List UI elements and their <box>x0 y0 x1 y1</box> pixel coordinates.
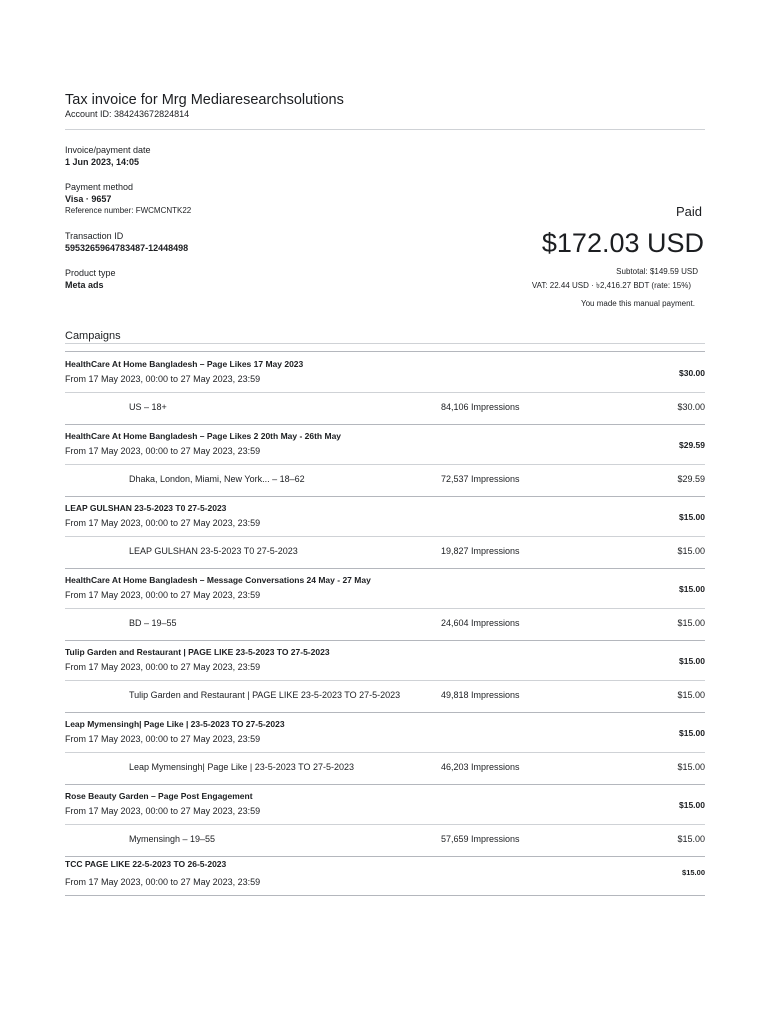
campaign-name: TCC PAGE LIKE 22-5-2023 TO 26-5-2023 <box>65 859 227 869</box>
campaign-dates: From 17 May 2023, 00:00 to 27 May 2023, 23:59 <box>65 446 261 456</box>
campaigns-divider <box>65 343 705 344</box>
campaign-dates: From 17 May 2023, 00:00 to 27 May 2023, 23:59 <box>65 590 261 600</box>
campaign-divider <box>65 856 705 857</box>
campaign-amount: $15.00 <box>677 618 705 628</box>
payment-status: Paid <box>675 204 702 219</box>
campaign-name: Leap Mymensingh| Page Like | 23-5-2023 TO 27-5-2023 <box>65 719 285 729</box>
product-type-label: Product type <box>65 268 116 278</box>
campaign-divider <box>65 784 705 785</box>
invoice-title: Tax invoice for Mrg Mediaresearchsolutions <box>65 92 344 108</box>
campaign-divider <box>65 712 705 713</box>
manual-payment-note: You made this manual payment. <box>581 299 695 308</box>
campaign-divider <box>65 568 705 569</box>
campaign-amount: $30.00 <box>677 402 705 412</box>
campaign-amount: $15.00 <box>677 546 705 556</box>
campaign-name: Tulip Garden and Restaurant | PAGE LIKE 23-5-2023 TO 27-5-2023 <box>65 647 330 657</box>
invoice-date-label: Invoice/payment date <box>65 145 151 155</box>
detail-divider <box>65 392 705 393</box>
campaign-dates: From 17 May 2023, 00:00 to 27 May 2023, 23:59 <box>65 374 261 384</box>
campaign-target: Leap Mymensingh| Page Like | 23-5-2023 TO 27-5-2023 <box>129 762 354 772</box>
total-amount: $172.03 USD <box>541 228 704 258</box>
campaign-dates: From 17 May 2023, 00:00 to 27 May 2023, 23:59 <box>65 734 261 744</box>
campaign-target: Dhaka, London, Miami, New York... – 18–62 <box>129 474 305 484</box>
campaign-total: $15.00 <box>679 728 705 738</box>
campaign-total: $29.59 <box>679 440 705 450</box>
campaign-target: Mymensingh – 19–55 <box>129 834 216 844</box>
transaction-label: Transaction ID <box>65 231 124 241</box>
campaign-dates: From 17 May 2023, 00:00 to 27 May 2023, 23:59 <box>65 662 261 672</box>
campaign-dates: From 17 May 2023, 00:00 to 27 May 2023, 23:59 <box>65 806 261 816</box>
header-divider <box>65 129 705 130</box>
campaign-name: LEAP GULSHAN 23-5-2023 T0 27-5-2023 <box>65 503 227 513</box>
account-id: Account ID: 384243672824814 <box>65 109 190 119</box>
transaction-id: 5953265964783487-12448498 <box>65 243 189 253</box>
detail-divider <box>65 752 705 753</box>
detail-divider <box>65 608 705 609</box>
detail-divider <box>65 536 705 537</box>
campaign-name: HealthCare At Home Bangladesh – Page Likes 2 20th May - 26th May <box>65 431 342 441</box>
campaign-total: $15.00 <box>679 512 705 522</box>
campaign-total: $15.00 <box>682 868 705 877</box>
campaign-impressions: 24,604 Impressions <box>441 618 520 628</box>
campaign-target: BD – 19–55 <box>129 618 177 628</box>
campaign-amount: $15.00 <box>677 762 705 772</box>
campaign-total: $15.00 <box>679 656 705 666</box>
campaign-divider <box>65 640 705 641</box>
vat-line: VAT: 22.44 USD · ৳2,416.27 BDT (rate: 15%) <box>531 281 691 290</box>
payment-method: Visa · 9657 <box>65 194 112 204</box>
campaign-dates: From 17 May 2023, 00:00 to 27 May 2023, 23:59 <box>65 877 261 887</box>
campaign-target: LEAP GULSHAN 23-5-2023 T0 27-5-2023 <box>129 546 298 556</box>
campaign-name: Rose Beauty Garden – Page Post Engagement <box>65 791 253 801</box>
payment-method-label: Payment method <box>65 182 134 192</box>
campaigns-heading: Campaigns <box>65 330 121 342</box>
campaign-dates: From 17 May 2023, 00:00 to 27 May 2023, 23:59 <box>65 518 261 528</box>
campaign-impressions: 57,659 Impressions <box>441 834 520 844</box>
campaign-amount: $29.59 <box>677 474 705 484</box>
campaign-impressions: 72,537 Impressions <box>441 474 520 484</box>
campaign-amount: $15.00 <box>677 834 705 844</box>
campaign-end-divider <box>65 895 705 896</box>
campaigns-divider-2 <box>65 351 705 352</box>
product-type: Meta ads <box>65 280 104 290</box>
detail-divider <box>65 824 705 825</box>
detail-divider <box>65 680 705 681</box>
campaign-total: $30.00 <box>679 368 705 378</box>
campaign-impressions: 19,827 Impressions <box>441 546 520 556</box>
invoice-date: 1 Jun 2023, 14:05 <box>65 157 140 167</box>
campaign-divider <box>65 496 705 497</box>
subtotal: Subtotal: $149.59 USD <box>616 267 698 276</box>
detail-divider <box>65 464 705 465</box>
campaign-amount: $15.00 <box>677 690 705 700</box>
campaign-impressions: 84,106 Impressions <box>441 402 520 412</box>
campaign-total: $15.00 <box>679 800 705 810</box>
campaign-name: HealthCare At Home Bangladesh – Page Likes 17 May 2023 <box>65 359 304 369</box>
campaign-total: $15.00 <box>679 584 705 594</box>
campaign-impressions: 46,203 Impressions <box>441 762 520 772</box>
reference-number: Reference number: FWCMCNTK22 <box>65 206 192 215</box>
campaign-divider <box>65 424 705 425</box>
campaign-name: HealthCare At Home Bangladesh – Message Conversations 24 May - 27 May <box>65 575 371 585</box>
campaign-target: Tulip Garden and Restaurant | PAGE LIKE 23-5-2023 TO 27-5-2023 <box>129 690 401 700</box>
campaign-target: US – 18+ <box>129 402 167 412</box>
campaign-impressions: 49,818 Impressions <box>441 690 520 700</box>
